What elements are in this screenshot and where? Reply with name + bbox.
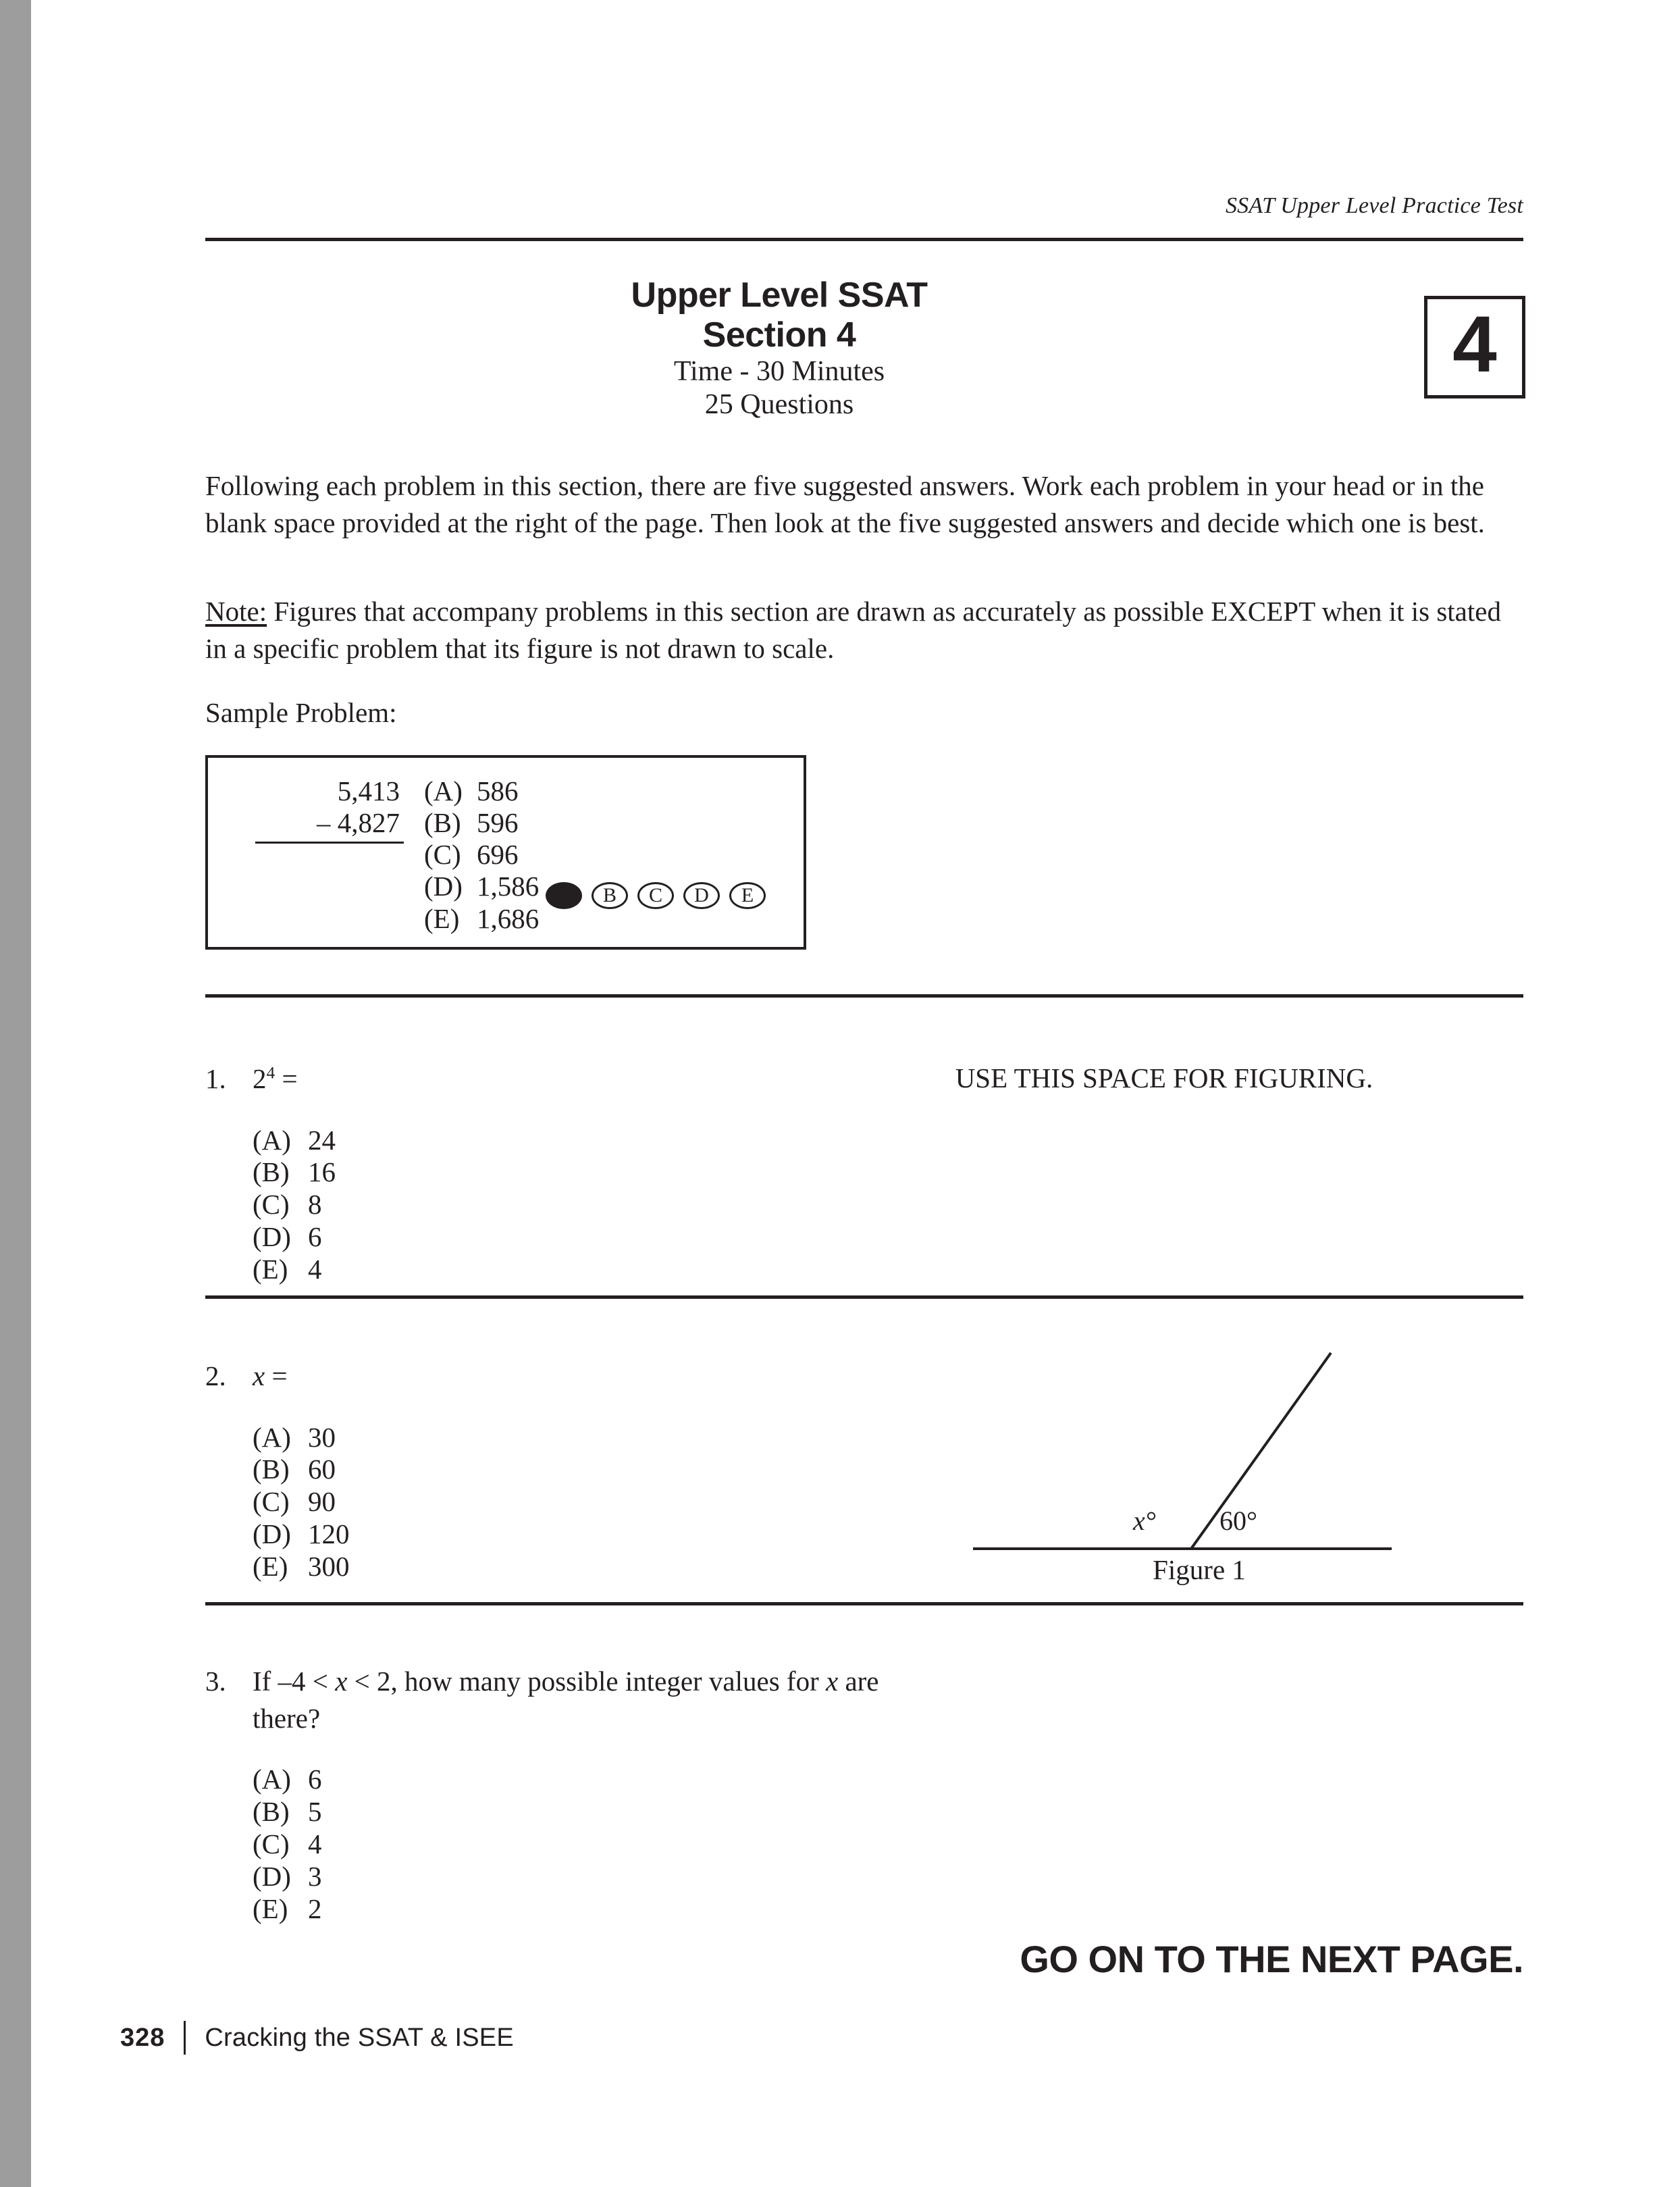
answer-bubble-b[interactable]: B (592, 882, 628, 909)
question-3 (205, 1663, 921, 1926)
question-2-choice-a[interactable] (253, 1422, 921, 1454)
question-3-choice-b-label: (B) (253, 1796, 290, 1827)
question-1-choices (253, 1125, 921, 1287)
section-divider-2 (205, 1295, 1523, 1299)
question-2-choice-c-label: (C) (253, 1486, 290, 1518)
question-3-variable-2: x (825, 1666, 839, 1697)
section-time-limit: Time - 30 Minutes (673, 355, 885, 387)
question-1-exponent: 4 (266, 1063, 275, 1083)
question-3-choices (253, 1764, 921, 1926)
question-2-choice-a-value: 30 (308, 1421, 336, 1453)
go-on-next-page-note: GO ON TO THE NEXT PAGE. (1020, 1938, 1523, 1980)
question-1-tail: = (275, 1063, 298, 1094)
sample-choice-e (424, 903, 539, 935)
question-3-text (253, 1663, 921, 1736)
question-3-choice-a-label: (A) (253, 1764, 291, 1795)
question-3-variable-1: x (335, 1666, 348, 1697)
question-1-choice-a[interactable] (253, 1125, 921, 1157)
sample-answer-bubbles (546, 882, 766, 909)
question-2-text (253, 1358, 921, 1395)
question-3-choice-e[interactable] (253, 1893, 921, 1926)
answer-bubble-d[interactable]: D (683, 882, 720, 909)
question-3-part2: < 2, how many possible integer values for (347, 1666, 826, 1697)
question-1 (205, 1060, 921, 1286)
page-gutter-bar (0, 0, 31, 2187)
figure-angle-x-label: x° (1133, 1506, 1156, 1536)
question-3-choice-c-value: 4 (308, 1828, 322, 1859)
answer-bubble-c[interactable]: C (637, 882, 674, 909)
question-1-choice-d-value: 6 (308, 1221, 322, 1253)
question-2-choice-d-value: 120 (308, 1518, 350, 1550)
question-2-tail: = (265, 1360, 288, 1391)
section-question-count: 25 Questions (704, 389, 854, 421)
question-1-choice-c[interactable] (253, 1189, 921, 1221)
question-1-choice-e[interactable] (253, 1254, 921, 1286)
sample-choice-a (424, 775, 539, 807)
question-3-choice-e-value: 2 (308, 1893, 322, 1924)
instructions-intro: Following each problem in this section, there are five suggested answers. Work each problem in your head or in the blank space provided at the right of the page. Then look at the five suggested answers and decide which one is best. (205, 470, 1485, 538)
sample-choice-e-label: (E) (424, 902, 460, 934)
question-3-choice-d[interactable] (253, 1861, 921, 1893)
question-3-choice-a[interactable] (253, 1764, 921, 1796)
use-this-space-note: USE THIS SPACE FOR FIGURING. (955, 1062, 1373, 1094)
section-divider-1 (205, 994, 1523, 998)
question-1-choice-b-label: (B) (253, 1156, 290, 1188)
figure-1-caption: Figure 1 (1153, 1554, 1246, 1585)
footer-page-number: 328 (120, 2023, 165, 2052)
sample-choice-b-label: (B) (424, 807, 461, 839)
figure-1-diagram (943, 1341, 1456, 1584)
question-2-choice-c[interactable] (253, 1486, 921, 1518)
question-2-choices (253, 1422, 921, 1584)
question-1-choice-a-label: (A) (253, 1124, 291, 1156)
question-3-choice-d-label: (D) (253, 1860, 291, 1892)
sample-minuend: 5,413 (337, 775, 400, 806)
question-1-choice-c-label: (C) (253, 1189, 290, 1220)
answer-bubble-e[interactable]: E (729, 882, 766, 909)
sample-choice-c (424, 839, 539, 871)
page-canvas (31, 0, 1680, 2187)
running-head: SSAT Upper Level Practice Test (1225, 193, 1523, 218)
question-1-base: 2 (253, 1063, 267, 1094)
question-2 (205, 1358, 921, 1583)
question-3-stem (205, 1663, 921, 1736)
question-2-choice-c-value: 90 (308, 1486, 336, 1518)
sample-choice-b-value: 596 (477, 807, 519, 839)
page-footer (120, 2021, 514, 2055)
section-number-value: 4 (1452, 300, 1497, 389)
question-2-choice-d[interactable] (253, 1518, 921, 1551)
question-2-choice-e[interactable] (253, 1551, 921, 1583)
sample-choice-a-label: (A) (424, 775, 463, 806)
section-number-badge (1424, 296, 1525, 398)
question-3-choice-a-value: 6 (308, 1764, 322, 1795)
figure-ray (1191, 1353, 1331, 1549)
header-rule (205, 238, 1523, 241)
page-title: Upper Level SSAT (631, 276, 928, 315)
figure-angle-60-label: 60° (1219, 1506, 1257, 1536)
sample-choice-d (424, 871, 539, 902)
question-3-choice-c[interactable] (253, 1828, 921, 1861)
question-1-choice-e-label: (E) (253, 1254, 288, 1285)
instructions-note (205, 593, 1523, 667)
question-2-choice-e-label: (E) (253, 1551, 288, 1583)
question-3-part3: are there? (253, 1666, 879, 1734)
question-3-choice-e-label: (E) (253, 1893, 288, 1924)
sample-choice-b (424, 807, 539, 839)
question-2-number: 2. (205, 1360, 226, 1391)
question-1-choice-a-value: 24 (308, 1124, 336, 1156)
question-3-choice-b-value: 5 (308, 1796, 322, 1827)
question-3-number: 3. (205, 1666, 226, 1697)
question-2-choice-a-label: (A) (253, 1421, 291, 1453)
question-3-choice-d-value: 3 (308, 1860, 322, 1892)
sample-choice-c-label: (C) (424, 839, 461, 871)
note-text: Figures that accompany problems in this section are drawn as accurately as possible EXCEPT when it is stated in a specific problem that its figure is not drawn to scale. (205, 596, 1501, 664)
question-3-choice-c-label: (C) (253, 1828, 290, 1859)
question-1-stem (205, 1060, 921, 1098)
question-1-choice-d[interactable] (253, 1221, 921, 1254)
sample-choice-e-value: 1,686 (477, 902, 540, 934)
question-3-part1: If –4 < (253, 1666, 336, 1697)
sample-choice-d-label: (D) (424, 871, 463, 902)
question-1-choice-b-value: 16 (308, 1156, 336, 1188)
question-1-number: 1. (205, 1063, 226, 1094)
note-label: Note: (205, 596, 267, 627)
question-1-choice-d-label: (D) (253, 1221, 291, 1253)
question-2-choice-b-label: (B) (253, 1453, 290, 1485)
footer-divider (184, 2021, 186, 2055)
question-2-variable: x (253, 1360, 265, 1391)
section-title-block (205, 276, 1353, 422)
question-2-choice-b[interactable] (253, 1453, 921, 1486)
question-1-text (253, 1060, 921, 1098)
answer-bubble-a[interactable] (546, 882, 582, 909)
sample-problem-box (205, 755, 806, 950)
question-3-choice-b[interactable] (253, 1796, 921, 1828)
sample-problem-choices (424, 775, 539, 935)
question-2-stem (205, 1358, 921, 1395)
question-1-choice-b[interactable] (253, 1156, 921, 1189)
section-divider-3 (205, 1602, 1523, 1605)
question-1-choice-e-value: 4 (308, 1254, 322, 1285)
section-subtitle: Section 4 (702, 315, 856, 355)
sample-choice-c-value: 696 (477, 839, 519, 871)
question-2-choice-e-value: 300 (308, 1551, 350, 1583)
sample-problem-operands (255, 775, 404, 844)
sample-choice-a-value: 586 (477, 775, 519, 806)
footer-book-title: Cracking the SSAT & ISEE (205, 2023, 514, 2052)
question-2-choice-d-label: (D) (253, 1518, 291, 1550)
sample-choice-d-value: 1,586 (477, 871, 540, 902)
sample-subtrahend: – 4,827 (255, 807, 404, 844)
question-2-choice-b-value: 60 (308, 1453, 336, 1485)
sample-problem-label: Sample Problem: (205, 697, 397, 728)
figure-1-svg (943, 1341, 1456, 1584)
question-1-choice-c-value: 8 (308, 1189, 322, 1220)
